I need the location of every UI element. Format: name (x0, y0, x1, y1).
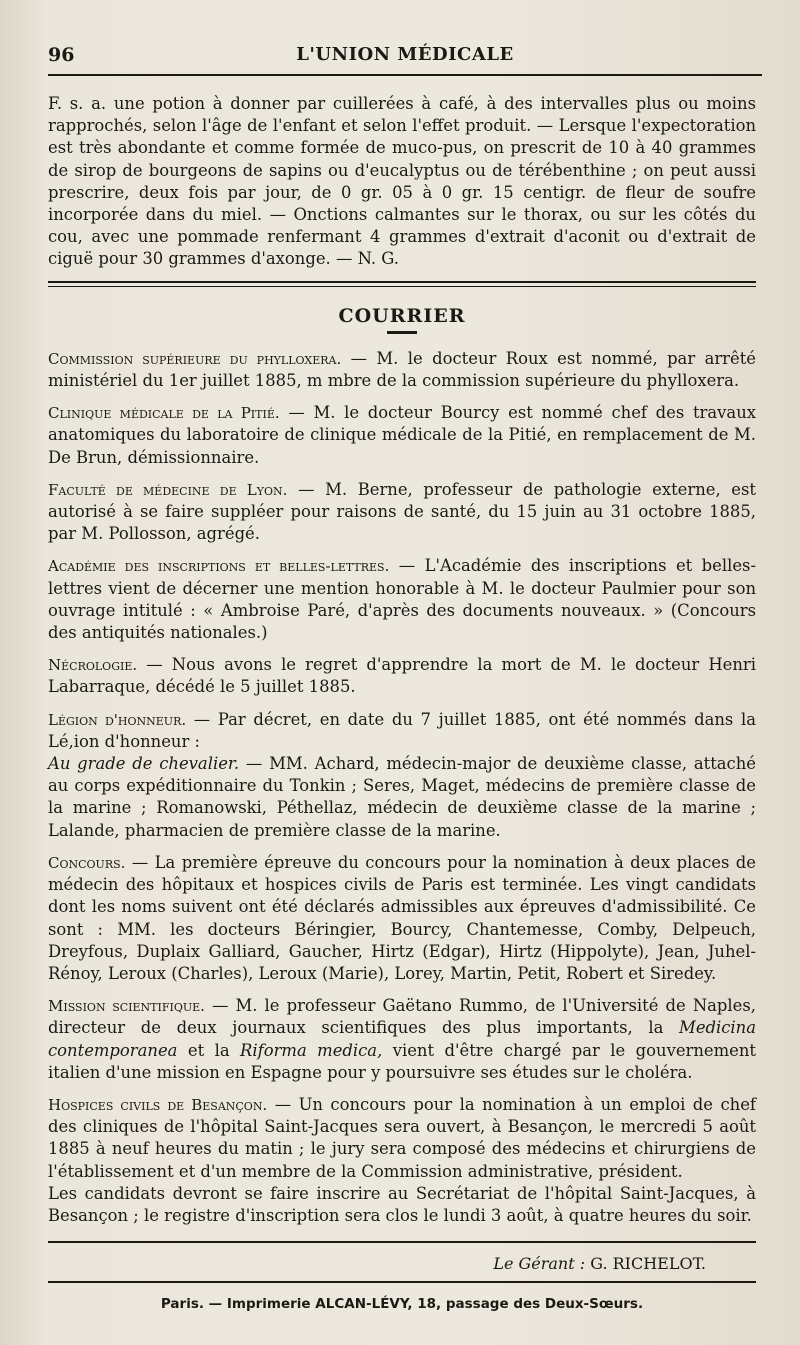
item-body: — Par décret, en date du 7 juillet 1885, ont été nommés dans la Lé,ion d'honneur : (48, 709, 756, 751)
journal-title: L'UNION MÉDICALE (296, 44, 514, 65)
journal-name: Riforma medica, (240, 1040, 383, 1060)
legion-body: — MM. Achard, médecin-major de deuxième classe, attaché au corps expéditionnaire du Tonkin ; Seres, Maget, médecins de première classe de la marine ; Romanowski, Péthellaz, médecin de deuxième classe de la marine ; Lalande, pharmacien de première classe de la marine. (48, 754, 756, 840)
item-body: vient d'être chargé par le gouvernement italien d'une mission en Espagne pour y poursuivre ses études sur le choléra. (48, 1040, 757, 1082)
item-heading: Faculté de médecine de Lyon. (48, 480, 288, 499)
page-header (48, 36, 762, 76)
legion-grade: Au grade de chevalier. (48, 754, 240, 774)
news-item-legion (48, 709, 756, 842)
item-heading: Légion d'honneur. (48, 710, 187, 729)
item-heading: Hospices civils de Besançon. (48, 1095, 268, 1114)
item-body-continued: Les candidats devront se faire inscrire au Secrétariat de l'hôpital Saint-Jacques, à Besançon ; le registre d'inscription sera clos le lundi 3 août, à quatre heures du soir. (48, 1183, 756, 1225)
item-body: — M. Berne, professeur de pathologie externe, est autorisé à se faire suppléer pour raisons de santé, du 15 juin au 31 octobre 1885, par M. Pollosson, agrégé. (48, 479, 756, 544)
item-body: — M. le professeur Gaëtano Rummo, de l'Université de Naples, directeur de deux journaux scientifiques des plus importants, la (48, 996, 756, 1038)
page-number: 96 (48, 44, 75, 66)
item-body: — Un concours pour la nomination à un emploi de chef des cliniques de l'hôpital Saint-Jacques sera ouvert, à Besançon, le mercredi 5 août 1885 à neuf heures du matin ; le jury sera composé des médecins et chirurgiens de l'établissement et d'un membre de la Commission administrative, président. (48, 1094, 756, 1181)
item-heading: Nécrologie. (48, 656, 138, 675)
section-title-rule (387, 331, 417, 334)
item-body: et la (177, 1040, 241, 1060)
signature-name: G. RICHELOT. (585, 1254, 706, 1274)
news-item-lyon (48, 479, 756, 546)
news-item-necrologie (48, 654, 756, 698)
item-body: — La première épreuve du concours pour la nomination à deux places de médecin des hôpitaux et hospices civils de Paris est terminée. Les vingt candidats dont les noms suivent ont été déclarés admissibles aux épreuves d'admissibilité. Ce sont : MM. les docteurs Béringier, Bourcy, Chantemesse, Comby, Delpeuch, Dreyfous, Duplaix Galliard, Gaucher, Hirtz (Edgar), Hirtz (Hippolyte), Jean, Juhel-Rénoy, Leroux (Charles), Leroux (Marie), Lorey, Martin, Petit, Robert et Siredey. (48, 852, 756, 983)
item-heading: Concours. (48, 853, 126, 872)
news-item-phylloxera (48, 348, 756, 392)
item-heading: Mission scientifique. (48, 997, 205, 1016)
printer-imprint: Paris. — Imprimerie ALCAN-LÉVY, 18, passage des Deux-Sœurs. (160, 1296, 644, 1313)
news-item-mission (48, 995, 756, 1084)
signature-rule (48, 1241, 756, 1243)
section-divider (48, 281, 756, 287)
signature-role: Le Gérant : (493, 1254, 586, 1274)
section-title: COURRIER (338, 304, 466, 327)
signature (48, 1253, 706, 1275)
item-body: — M. le docteur Roux est nommé, par arrêté ministériel du 1er juillet 1885, m mbre de la commission supérieure du phylloxera. (48, 348, 756, 391)
item-heading: Académie des inscriptions et belles-lettres. (48, 557, 390, 576)
item-body: — M. le docteur Bourcy est nommé chef des travaux anatomiques du laboratoire de clinique médicale de la Pitié, en remplacement de M. De Brun, démissionnaire. (48, 403, 757, 467)
journal-name: Medicina contemporanea (48, 1018, 756, 1060)
item-body: — Nous avons le regret d'apprendre la mort de M. le docteur Henri Labarraque, décédé le 5 juillet 1885. (48, 655, 756, 697)
news-item-concours (48, 852, 756, 985)
intro-paragraph: F. s. a. une potion à donner par cuillerées à café, à des intervalles plus ou moins rapprochés, selon l'âge de l'enfant et selon l'effet produit. — Lersque l'expectoration est très abondante et comme formée de muco-pus, on prescrit de 10 à 40 grammes de sirop de bourgeons de sapins ou d'eucalyptus ou de térébenthine ; on peut aussi prescrire, deux fois par jour, de 0 gr. 05 à 0 gr. 15 centigr. de fleur de soufre incorporée dans du miel. — Onctions calmantes sur le thorax, ou sur les côtés du cou, avec une pommade renfermant 4 grammes d'extrait d'aconit ou d'extrait de ciguë pour 30 grammes d'axonge. — N. G. (48, 94, 756, 269)
printer-rule (48, 1281, 756, 1283)
news-item-besancon (48, 1094, 756, 1227)
news-item-pitie (48, 402, 756, 469)
item-heading: Commission supérieure du phylloxera. (48, 349, 342, 368)
item-heading: Clinique médicale de la Pitié. (48, 404, 280, 423)
page-content (48, 93, 762, 1316)
item-body: — L'Académie des inscriptions et belles-lettres vient de décerner une mention honorable à M. le docteur Paulmier pour son ouvrage intitulé : « Ambroise Paré, d'après des documents nouveaux. » (Concours des antiquités nationales.) (48, 556, 756, 643)
news-item-academie (48, 555, 756, 644)
